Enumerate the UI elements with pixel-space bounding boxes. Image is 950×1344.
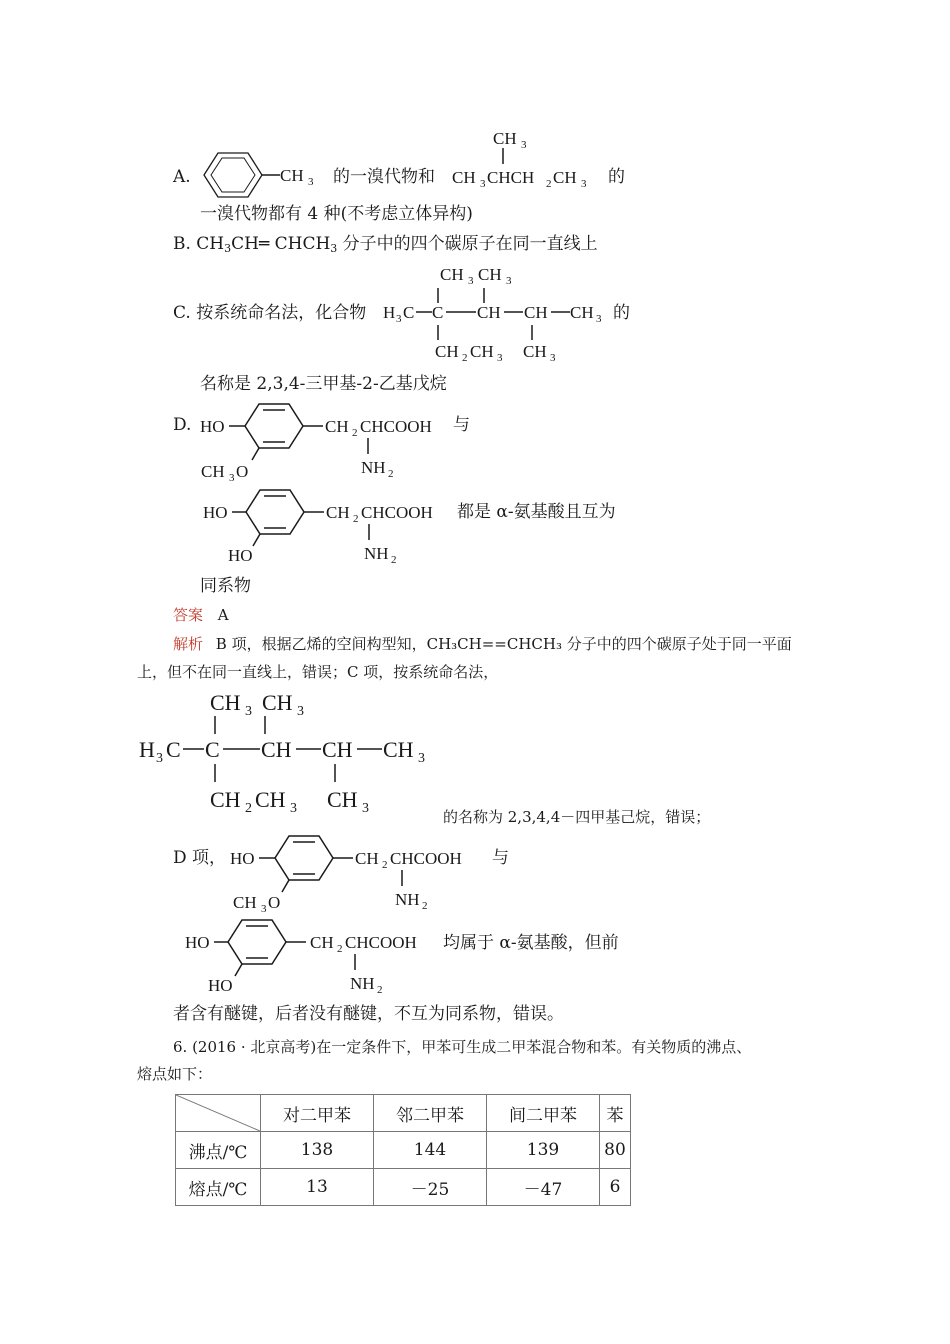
- svg-text:2: 2: [462, 352, 468, 364]
- table-header: 苯: [600, 1095, 631, 1132]
- svg-text:2: 2: [391, 554, 397, 566]
- analysis-d-structure-1: [225, 830, 515, 916]
- table-row-label: 熔点/℃: [176, 1169, 261, 1206]
- table-cell: 80: [600, 1132, 631, 1169]
- svg-text:3: 3: [497, 352, 503, 364]
- svg-text:3: 3: [308, 176, 314, 188]
- svg-text:O: O: [268, 893, 281, 912]
- answer-line: [173, 604, 229, 626]
- isopentane-structure: [450, 124, 610, 192]
- svg-text:CH: CH: [210, 787, 241, 812]
- table-cell: 139: [487, 1132, 600, 1169]
- svg-text:CH: CH: [523, 342, 547, 361]
- table-cell: －25: [374, 1169, 487, 1206]
- analysis-d-tail: 均属于 α-氨基酸，但前: [443, 933, 619, 953]
- option-c-structure: [380, 258, 610, 368]
- option-a-line2: 一溴代物都有 4 种(不考虑立体异构): [200, 204, 473, 224]
- svg-text:CH: CH: [310, 933, 334, 952]
- svg-text:3: 3: [581, 178, 587, 190]
- svg-text:CHCOOH: CHCOOH: [345, 933, 417, 952]
- svg-text:CH: CH: [440, 265, 464, 284]
- analysis-name-line: 的名称为 2,3,4,4－四甲基己烷，错误；: [443, 808, 711, 826]
- svg-text:CH: CH: [383, 737, 414, 762]
- svg-text:2: 2: [382, 859, 388, 871]
- svg-text:CH: CH: [255, 787, 286, 812]
- svg-text:H: H: [139, 737, 155, 762]
- q6-line2: 熔点如下：: [137, 1065, 213, 1083]
- option-d-line3: 同系物: [200, 576, 251, 596]
- option-a-letter: A.: [173, 167, 191, 187]
- analysis-d-structure-2: [182, 914, 442, 1000]
- table-row: [176, 1132, 631, 1169]
- analysis-d-and: 与: [492, 848, 509, 868]
- svg-text:HO: HO: [203, 503, 228, 522]
- svg-text:CH: CH: [355, 849, 379, 868]
- table-header: 对二甲苯: [261, 1095, 374, 1132]
- svg-text:C: C: [403, 303, 415, 322]
- svg-text:CH: CH: [261, 737, 292, 762]
- analysis-d-end: 者含有醚键，后者没有醚键，不互为同系物，错误。: [173, 1004, 564, 1024]
- svg-text:H: H: [383, 303, 396, 322]
- svg-text:3: 3: [468, 275, 474, 287]
- svg-text:3: 3: [418, 751, 425, 766]
- svg-text:NH: NH: [350, 974, 375, 993]
- svg-text:HO: HO: [185, 933, 210, 952]
- svg-text:CH: CH: [477, 303, 501, 322]
- svg-text:HO: HO: [200, 417, 225, 436]
- svg-text:NH: NH: [361, 458, 386, 477]
- svg-text:3: 3: [297, 704, 304, 719]
- svg-text:C: C: [432, 303, 444, 322]
- svg-text:HO: HO: [228, 546, 253, 565]
- svg-text:CHCOOH: CHCOOH: [361, 503, 433, 522]
- table-cell: 6: [600, 1169, 631, 1206]
- svg-text:CH: CH: [201, 462, 225, 481]
- svg-text:CH: CH: [325, 417, 349, 436]
- svg-text:CHCOOH: CHCOOH: [360, 417, 432, 436]
- svg-text:3: 3: [156, 751, 163, 766]
- svg-text:O: O: [236, 462, 249, 481]
- svg-text:2: 2: [337, 943, 343, 955]
- svg-text:CH: CH: [493, 129, 517, 148]
- q6-line1: 6. (2016 · 北京高考)在一定条件下，甲苯可生成二甲苯混合物和苯。有关物质的沸点、: [173, 1038, 752, 1056]
- svg-text:2: 2: [377, 984, 383, 996]
- svg-text:3: 3: [261, 903, 267, 915]
- table-corner-cell: [176, 1095, 261, 1132]
- svg-text:CH: CH: [524, 303, 548, 322]
- table-header: 邻二甲苯: [374, 1095, 487, 1132]
- option-d-tail: 都是 α-氨基酸且互为: [457, 502, 616, 522]
- svg-text:CH: CH: [280, 166, 304, 185]
- svg-text:2: 2: [245, 801, 252, 816]
- table-cell: －47: [487, 1169, 600, 1206]
- svg-text:2: 2: [388, 468, 394, 480]
- svg-text:CH: CH: [233, 893, 257, 912]
- analysis-line1: 解析 B 项，根据乙烯的空间构型知，CH₃CH==CHCH₃ 分子中的四个碳原子处于同一平面: [173, 635, 792, 653]
- table-header-row: [176, 1095, 631, 1132]
- svg-text:CH: CH: [262, 690, 293, 715]
- table-row: [176, 1169, 631, 1206]
- svg-text:NH: NH: [395, 890, 420, 909]
- option-c-text2: 的: [613, 303, 630, 323]
- svg-text:CH: CH: [210, 690, 241, 715]
- svg-text:2: 2: [422, 900, 428, 912]
- svg-text:3: 3: [229, 472, 235, 484]
- table-header: 间二甲苯: [487, 1095, 600, 1132]
- option-d-and: 与: [453, 415, 470, 435]
- answer-label: 答案: [173, 606, 204, 624]
- svg-text:CH: CH: [553, 168, 577, 187]
- analysis-line2: 上，但不在同一直线上，错误；C 项，按系统命名法，: [137, 663, 499, 681]
- svg-text:CHCH: CHCH: [487, 168, 535, 187]
- svg-text:CH: CH: [452, 168, 476, 187]
- svg-text:3: 3: [362, 801, 369, 816]
- data-table: [175, 1094, 631, 1206]
- analysis-c-structure: [137, 684, 457, 822]
- svg-text:3: 3: [550, 352, 556, 364]
- svg-text:CH: CH: [326, 503, 350, 522]
- table-cell: 144: [374, 1132, 487, 1169]
- svg-text:2: 2: [546, 178, 552, 190]
- option-d-letter: D.: [173, 415, 192, 435]
- svg-text:HO: HO: [230, 849, 255, 868]
- answer-value: A: [217, 606, 229, 624]
- svg-text:3: 3: [290, 801, 297, 816]
- analysis-label: 解析: [173, 635, 204, 653]
- table-row-label: 沸点/℃: [176, 1132, 261, 1169]
- toluene-structure: [196, 148, 326, 198]
- option-d-structure-1: [195, 398, 485, 484]
- table-cell: 13: [261, 1169, 374, 1206]
- table-cell: 138: [261, 1132, 374, 1169]
- svg-text:3: 3: [521, 139, 527, 151]
- svg-text:3: 3: [480, 178, 486, 190]
- svg-text:C: C: [166, 737, 181, 762]
- svg-text:CH: CH: [322, 737, 353, 762]
- svg-text:CH: CH: [435, 342, 459, 361]
- option-c-line2: 名称是 2,3,4-三甲基-2-乙基戊烷: [200, 374, 447, 394]
- option-a-text2: 的: [608, 167, 625, 187]
- option-c-text1: C. 按系统命名法，化合物: [173, 303, 367, 323]
- svg-text:2: 2: [353, 513, 359, 525]
- svg-text:CH: CH: [327, 787, 358, 812]
- option-a-text1: 的一溴代物和: [333, 167, 435, 187]
- svg-text:3: 3: [596, 313, 602, 325]
- option-b: B. $CH_3CH═$ $CHCH_3$ 分子中的四个碳原子在同一直线上: [173, 234, 598, 255]
- svg-text:3: 3: [506, 275, 512, 287]
- svg-text:CH: CH: [478, 265, 502, 284]
- svg-text:2: 2: [352, 427, 358, 439]
- svg-text:CH: CH: [470, 342, 494, 361]
- svg-text:CHCOOH: CHCOOH: [390, 849, 462, 868]
- svg-text:C: C: [205, 737, 220, 762]
- svg-text:HO: HO: [208, 976, 233, 995]
- svg-text:CH: CH: [570, 303, 594, 322]
- analysis-d-prefix: D 项，: [173, 848, 227, 868]
- svg-text:3: 3: [245, 704, 252, 719]
- option-d-structure-2: [200, 484, 460, 570]
- svg-text:3: 3: [396, 313, 402, 325]
- svg-text:NH: NH: [364, 544, 389, 563]
